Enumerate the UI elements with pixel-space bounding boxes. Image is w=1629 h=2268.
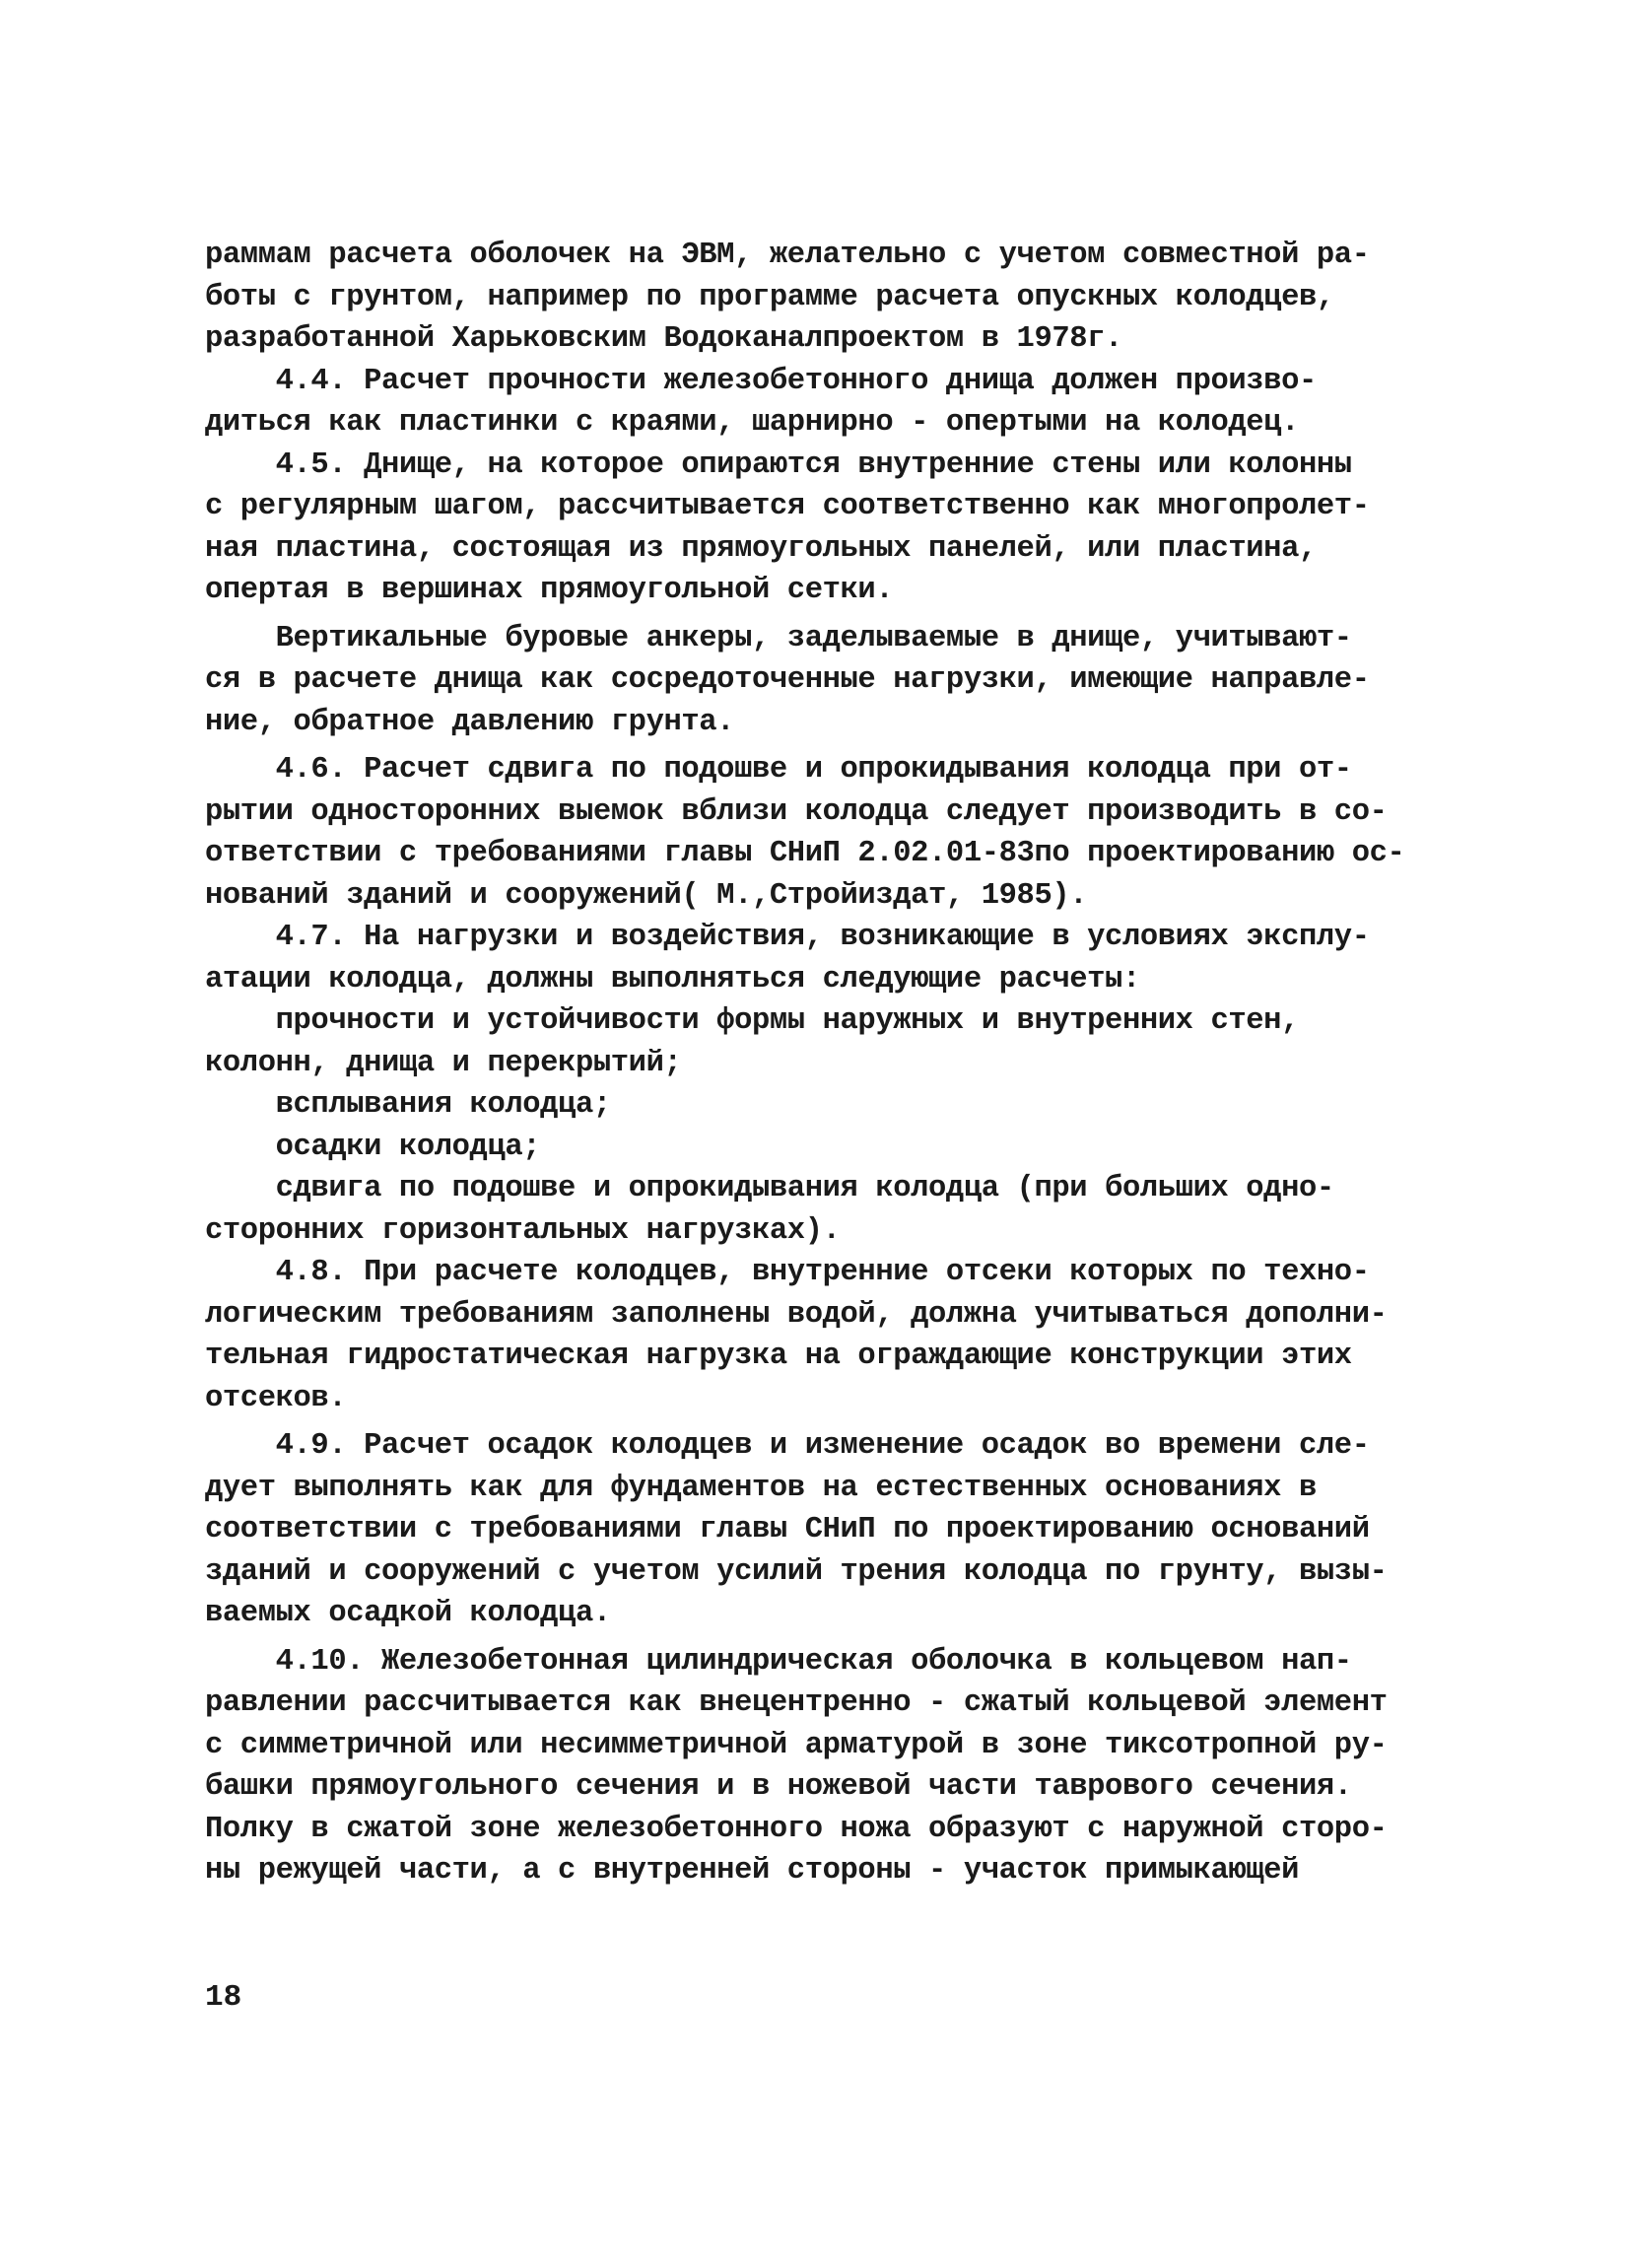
text-line: всплывания колодца; bbox=[205, 1088, 611, 1122]
text-line: 4.10. Железобетонная цилиндрическая оболочка в кольцевом нап- bbox=[205, 1644, 1352, 1679]
text-line: боты с грунтом, например по программе расчета опускных колодцев, bbox=[205, 280, 1334, 314]
text-line: диться как пластинки с краями, шарнирно - опертыми на колодец. bbox=[205, 406, 1299, 440]
text-line: 4.7. На нагрузки и воздействия, возникающие в условиях эксплу- bbox=[205, 921, 1370, 954]
text-line: ная пластина, состоящая из прямоугольных панелей, или пластина, bbox=[205, 531, 1317, 566]
text-line: 4.9. Расчет осадок колодцев и изменение осадок во времени сле- bbox=[205, 1429, 1370, 1463]
text-line: осадки колодца; bbox=[205, 1130, 541, 1164]
text-line: дует выполнять как для фундаментов на естественных основаниях в bbox=[205, 1471, 1317, 1505]
text-line: равлении рассчитывается как внецентренно - сжатый кольцевой элемент bbox=[205, 1686, 1388, 1720]
text-line: ваемых осадкой колодца. bbox=[205, 1597, 611, 1630]
page-number: 18 bbox=[205, 1980, 242, 2015]
text-line: разработанной Харьковским Водоканалпроектом в 1978г. bbox=[205, 322, 1122, 356]
text-line: ны режущей части, а с внутренней стороны - участок примыкающей bbox=[205, 1854, 1299, 1888]
text-line: Вертикальные буровые анкеры, заделываемые в днище, учитывают- bbox=[205, 621, 1352, 655]
text-line: с регулярным шагом, рассчитывается соответственно как многопролет- bbox=[205, 490, 1370, 523]
text-line: 4.6. Расчет сдвига по подошве и опрокидывания колодца при от- bbox=[205, 753, 1352, 787]
text-line: с симметричной или несимметричной арматурой в зоне тиксотропной ру- bbox=[205, 1728, 1388, 1762]
text-line: раммам расчета оболочек на ЭВМ, желательно с учетом совместной ра- bbox=[205, 239, 1370, 272]
text-line: рытии односторонних выемок вблизи колодца следует производить в со- bbox=[205, 794, 1388, 829]
text-line: зданий и сооружений с учетом усилий трения колодца по грунту, вызы- bbox=[205, 1554, 1388, 1589]
text-line: ответствии с требованиями главы СНиП 2.02.01-83по проектированию ос- bbox=[205, 837, 1405, 870]
text-line: 4.8. При расчете колодцев, внутренние отсеки которых по техно- bbox=[205, 1256, 1370, 1289]
text-line: нований зданий и сооружений( М.,Стройиздат, 1985). bbox=[205, 878, 1088, 913]
text-line: башки прямоугольного сечения и в ножевой части таврового сечения. bbox=[205, 1770, 1352, 1804]
text-line: логическим требованиям заполнены водой, должна учитываться дополни- bbox=[205, 1297, 1388, 1332]
text-line: тельная гидростатическая нагрузка на ограждающие конструкции этих bbox=[205, 1340, 1352, 1373]
text-line: отсеков. bbox=[205, 1381, 347, 1415]
text-line: опертая в вершинах прямоугольной сетки. bbox=[205, 574, 894, 607]
text-line: 4.5. Днище, на которое опираются внутренние стены или колонны bbox=[205, 447, 1352, 482]
text-line: 4.4. Расчет прочности железобетонного днища должен произво- bbox=[205, 364, 1317, 398]
text-line: прочности и устойчивости формы наружных и внутренних стен, bbox=[205, 1004, 1299, 1038]
text-line: ся в расчете днища как сосредоточенные нагрузки, имеющие направле- bbox=[205, 663, 1370, 697]
text-line: сторонних горизонтальных нагрузках). bbox=[205, 1213, 841, 1248]
text-line: соответствии с требованиями главы СНиП по проектированию оснований bbox=[205, 1513, 1370, 1546]
text-line: атации колодца, должны выполняться следующие расчеты: bbox=[205, 962, 1140, 997]
text-line: ние, обратное давлению грунта. bbox=[205, 705, 735, 739]
body-text bbox=[205, 235, 1407, 1892]
text-line: колонн, днища и перекрытий; bbox=[205, 1046, 682, 1080]
text-line: Полку в сжатой зоне железобетонного ножа образуют с наружной сторо- bbox=[205, 1812, 1388, 1846]
text-line: сдвига по подошве и опрокидывания колодца (при больших одно- bbox=[205, 1172, 1334, 1205]
